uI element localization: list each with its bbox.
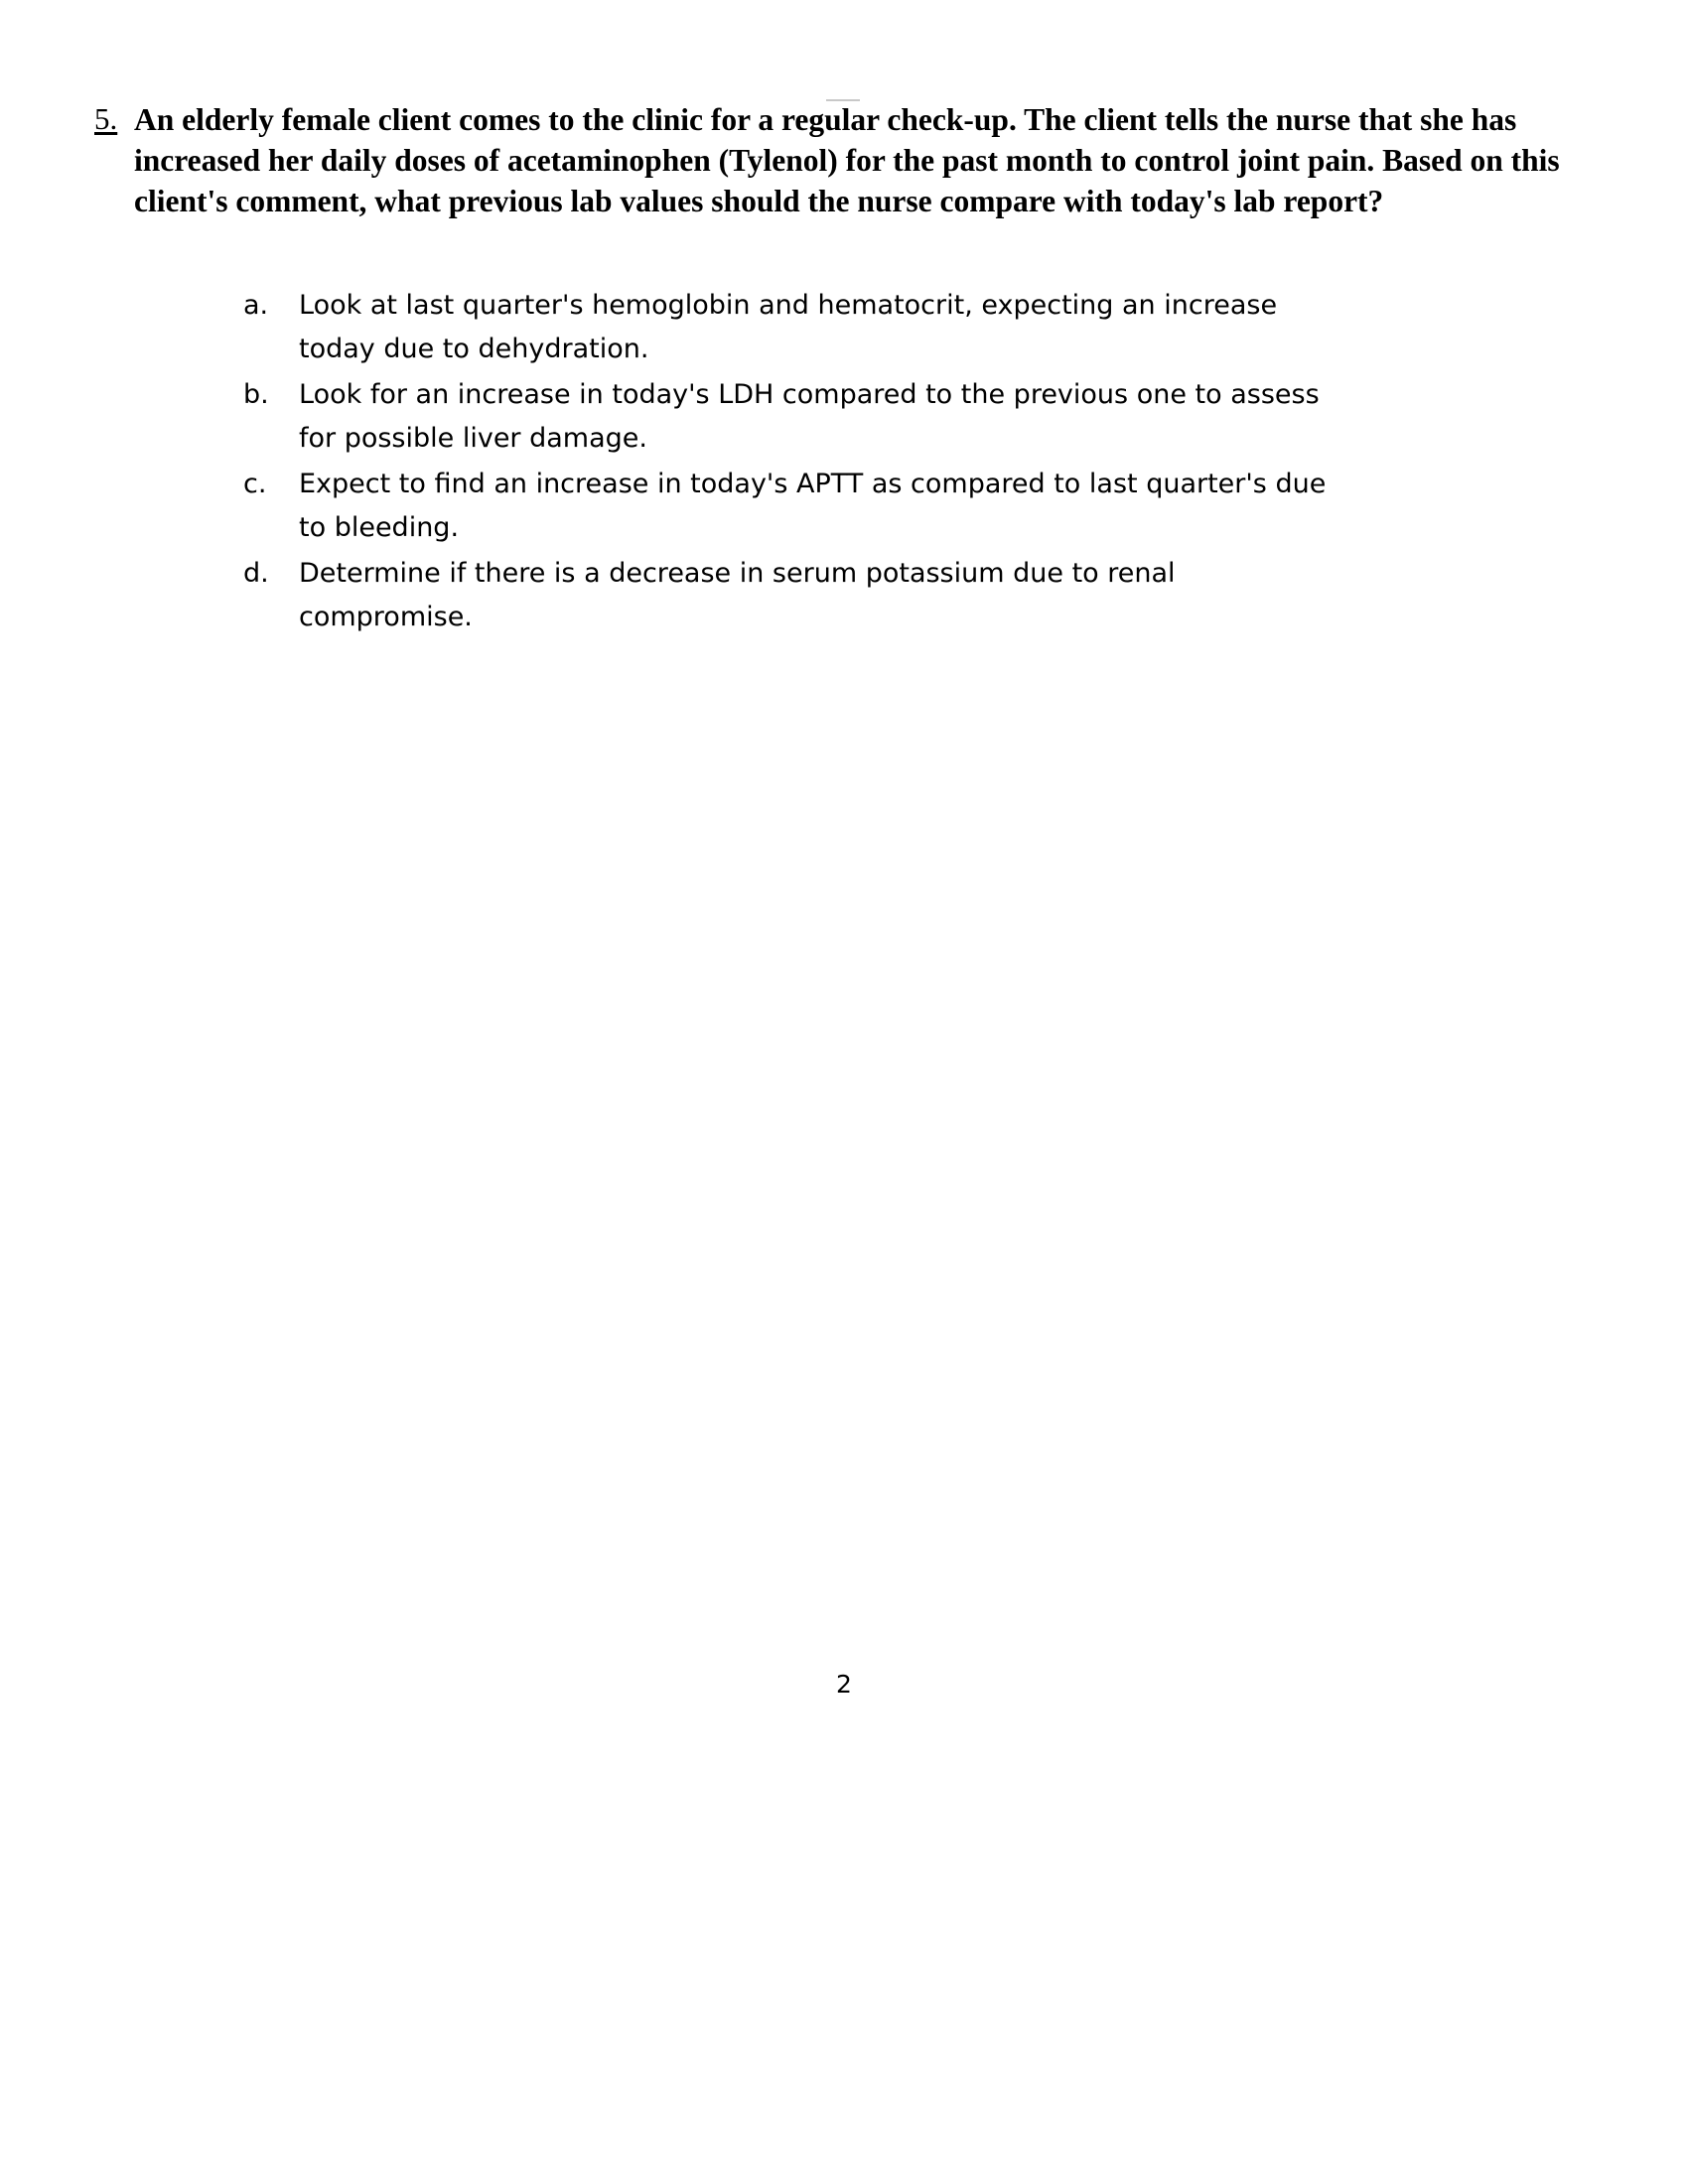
page-number: 2 xyxy=(836,1670,852,1699)
question-text: An elderly female client comes to the clinic for a regular check-up. The client tells the nurse that she has increased her daily doses of acetaminophen (Tylenol) for the past month to control joint pain. Based on this client's comment, what previous lab values should the nurse compare with today's lab report? xyxy=(134,102,1560,218)
question-number: 5. xyxy=(94,101,118,136)
option-text: Expect to find an increase in today's APTT as compared to last quarter's due to bleeding. xyxy=(299,469,1327,543)
option-letter: a. xyxy=(243,290,269,321)
option-text: Determine if there is a decrease in serum potassium due to renal compromise. xyxy=(299,558,1176,632)
option-text: Look for an increase in today's LDH compared to the previous one to assess for possible liver damage. xyxy=(299,379,1320,454)
question-block xyxy=(94,99,1564,221)
option-c xyxy=(243,463,1351,550)
option-letter: c. xyxy=(243,469,267,499)
option-a xyxy=(243,284,1351,371)
answer-options xyxy=(243,284,1375,641)
option-text: Look at last quarter's hemoglobin and hematocrit, expecting an increase today due to dehydration. xyxy=(299,290,1278,364)
option-letter: b. xyxy=(243,379,269,410)
option-b xyxy=(243,373,1351,461)
option-letter: d. xyxy=(243,558,269,589)
option-d xyxy=(243,552,1351,639)
